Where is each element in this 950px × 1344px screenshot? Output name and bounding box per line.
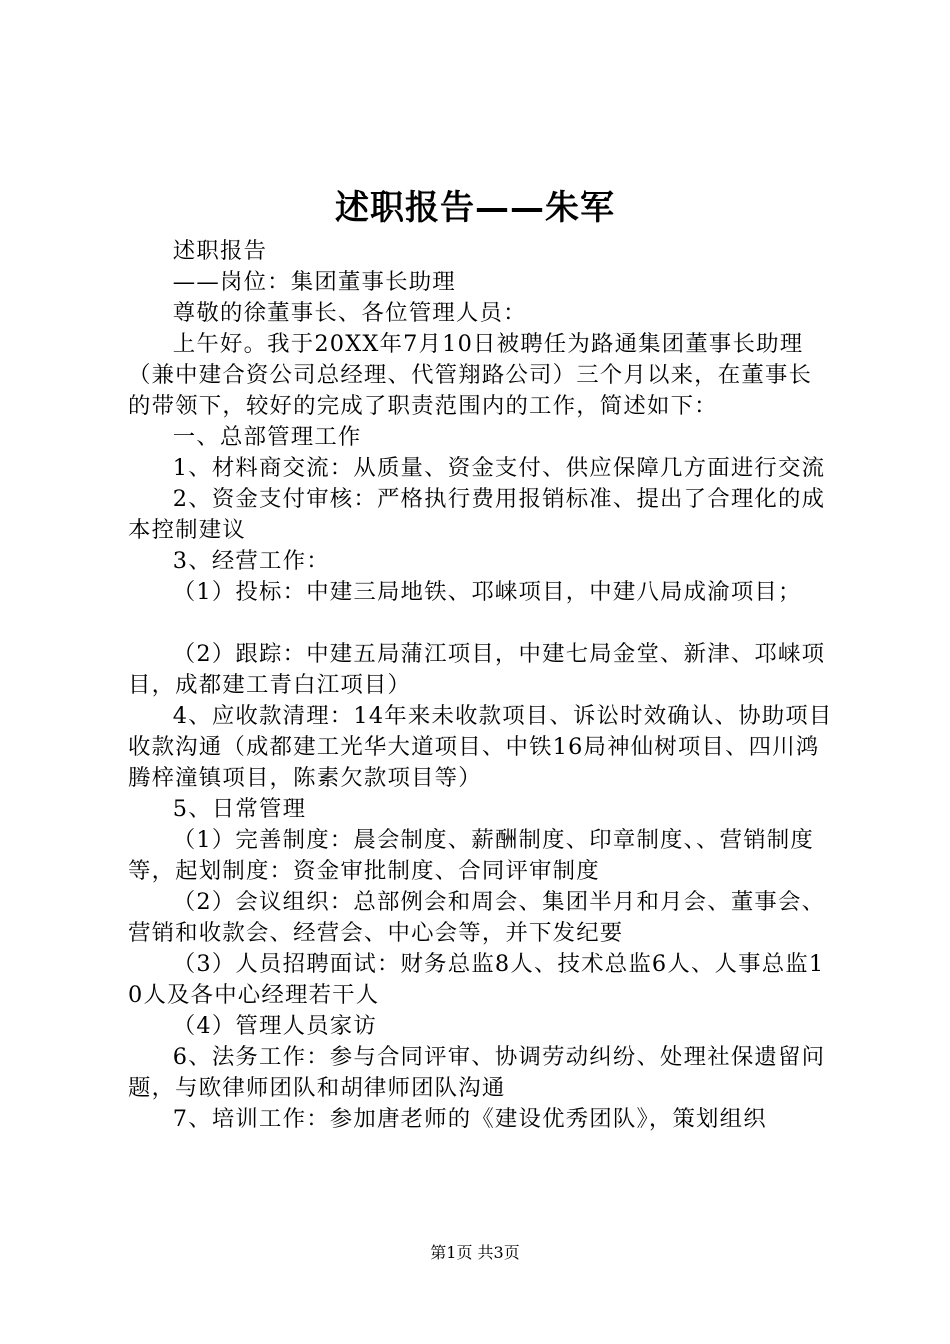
paragraph: 2、资金支付审核：严格执行费用报销标准、提出了合理化的成本控制建议	[128, 486, 826, 543]
paragraph: 4、应收款清理：14年来未收款项目、诉讼时效确认、协助项目收款沟通（成都建工光华大道项目、中铁16局神仙树项目、四川鸿腾梓潼镇项目，陈素欠款项目等）	[128, 703, 833, 791]
document-body	[128, 236, 834, 1135]
paragraph: 5、日常管理	[172, 796, 307, 822]
paragraph: （2）跟踪：中建五局蒲江项目，中建七局金堂、新津、邛崃项目，成都建工青白江项目）	[128, 641, 826, 698]
paragraph: （2）会议组织：总部例会和周会、集团半月和月会、董事会、营销和收款会、经营会、中心会等，并下发纪要	[128, 889, 826, 946]
paragraph: 6、法务工作：参与合同评审、协调劳动纠纷、处理社保遗留问题，与欧律师团队和胡律师团队沟通	[128, 1044, 826, 1101]
paragraph: （1）投标：中建三局地铁、邛崃项目，中建八局成渝项目；	[172, 579, 802, 605]
paragraph: 7、培训工作：参加唐老师的《建设优秀团队》，策划组织	[172, 1106, 767, 1132]
paragraph: （3）人员招聘面试：财务总监8人、技术总监6人、人事总监10人及各中心经理若干人	[128, 951, 825, 1008]
paragraph: 述职报告	[172, 238, 268, 264]
paragraph: ——岗位：集团董事长助理	[172, 269, 456, 295]
paragraph: 尊敬的徐董事长、各位管理人员：	[172, 300, 527, 326]
paragraph: （4）管理人员家访	[172, 1013, 377, 1039]
paragraph: （1）完善制度：晨会制度、薪酬制度、印章制度、、营销制度等，起划制度：资金审批制度、合同评审制度	[128, 827, 814, 884]
page-indicator: 第1页 共3页	[430, 1243, 520, 1262]
section-heading: 一、总部管理工作	[172, 424, 362, 450]
paragraph: 3、经营工作：	[172, 548, 330, 574]
document-title: 述职报告——朱军	[335, 188, 615, 228]
paragraph: 上午好。我于20XX年7月10日被聘任为路通集团董事长助理（兼中建合资公司总经理、代管翔路公司）三个月以来，在董事长的带领下，较好的完成了职责范围内的工作，简述如下：	[128, 331, 813, 419]
paragraph: 1、材料商交流：从质量、资金支付、供应保障几方面进行交流	[172, 455, 826, 481]
